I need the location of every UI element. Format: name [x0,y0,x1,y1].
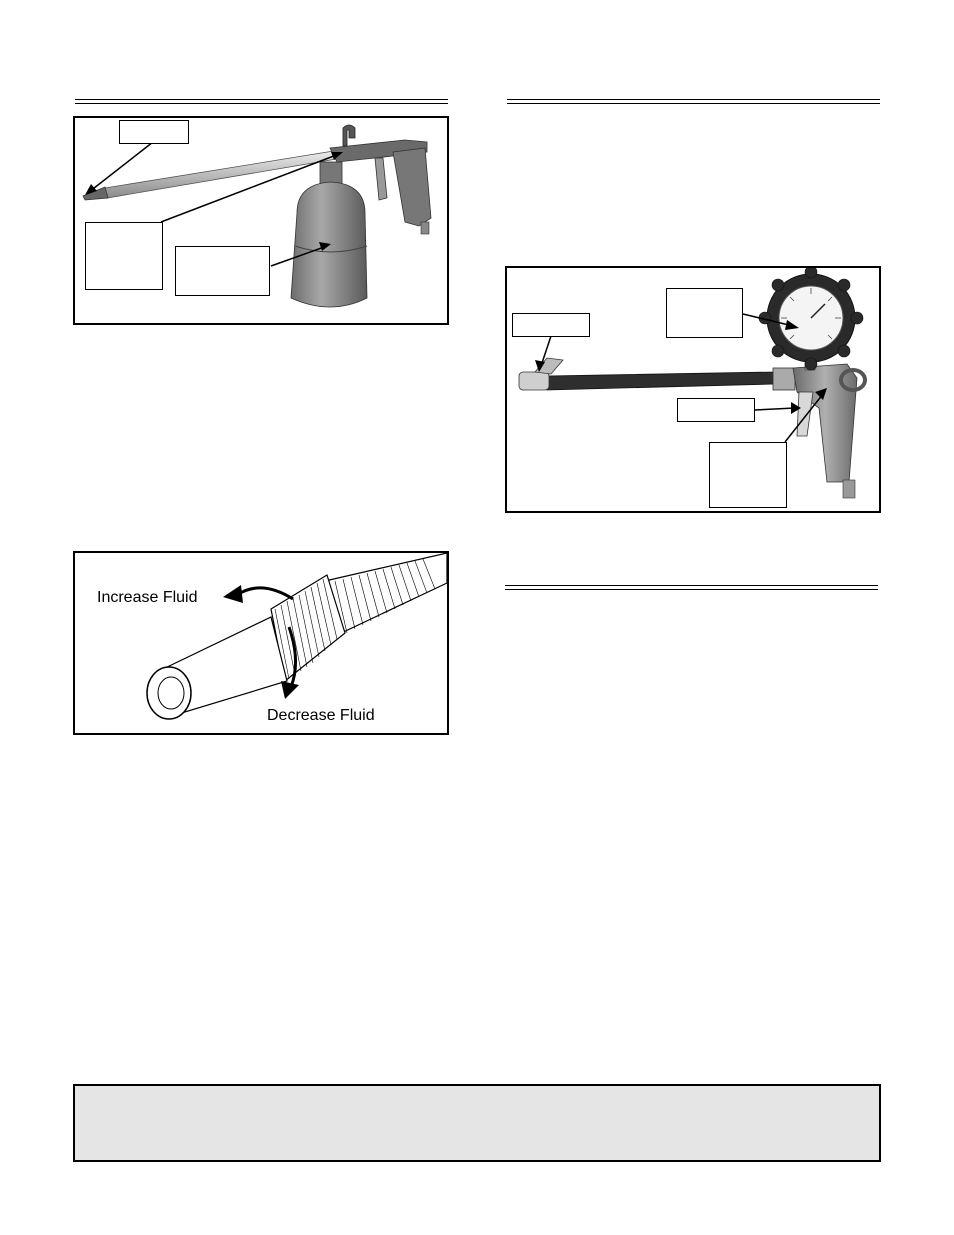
gun-trigger [375,158,387,200]
note-box [73,1084,881,1162]
tire-gauge-figure [505,266,881,513]
canister-neck [320,162,342,184]
inlet-callout [709,442,787,508]
gun-handle [393,148,431,226]
section-rule-right-top [507,99,880,104]
nozzle-adjust-figure [73,551,449,735]
chuck-callout [512,313,590,337]
air-chuck [519,372,549,390]
trigger-callout [677,398,755,422]
trigger-leader [755,408,795,410]
siphon-gun-figure [73,116,449,325]
inflator-trigger [797,392,813,436]
gun-hook [343,125,355,146]
nozzle-adjust-illustration [75,553,447,733]
increase-fluid-label: Increase Fluid [97,589,198,606]
section-rule-left [75,99,448,104]
air-tube-callout [85,222,163,290]
nozzle-callout [119,120,189,144]
section-rule-right-bottom [505,585,878,590]
increase-arrow [237,588,293,599]
gauge-callout [666,288,743,338]
canister-callout [175,246,270,296]
decrease-fluid-label: Decrease Fluid [267,707,375,724]
hose [325,553,447,635]
inflator-hose [547,372,775,390]
